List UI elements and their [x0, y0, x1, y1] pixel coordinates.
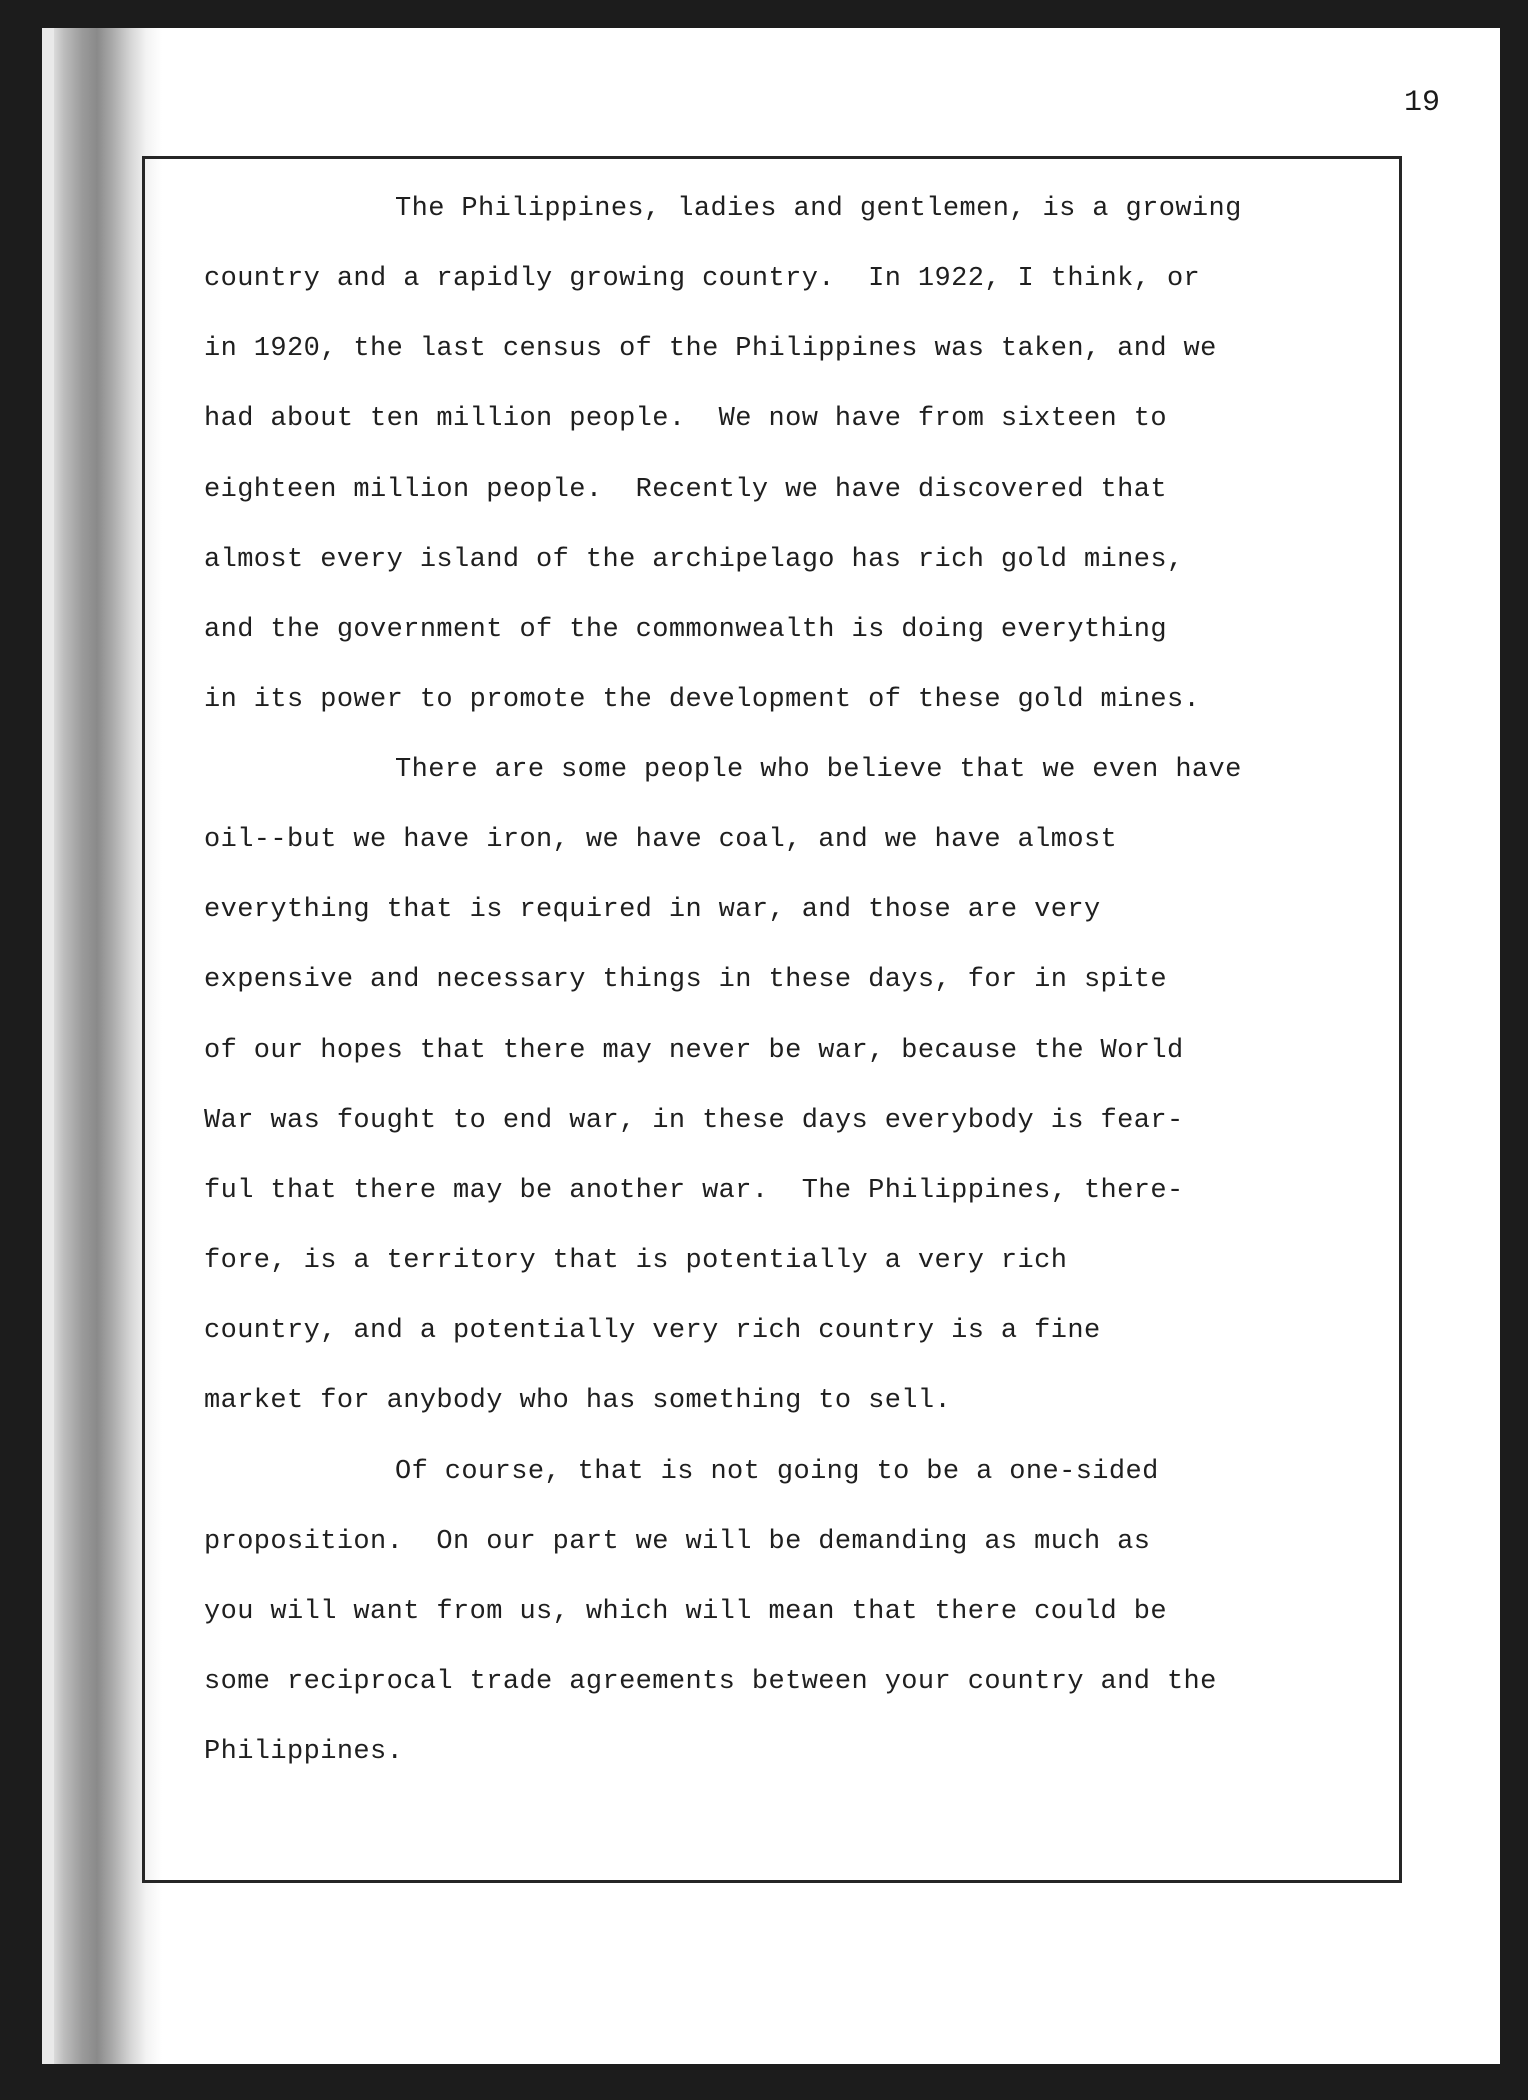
text-line: fore, is a territory that is potentially a very rich	[204, 1246, 1068, 1276]
text-line: some reciprocal trade agreements between your country and the	[204, 1667, 1217, 1697]
text-line: country, and a potentially very rich country is a fine	[204, 1316, 1101, 1346]
text-line: Of course, that is not going to be a one-sided	[395, 1457, 1159, 1487]
page-edge	[42, 28, 54, 2064]
text-line: country and a rapidly growing country. In 1922, I think, or	[204, 264, 1201, 294]
text-line: and the government of the commonwealth is doing everything	[204, 615, 1167, 645]
document-page	[42, 28, 1500, 2064]
text-line: There are some people who believe that we even have	[395, 755, 1242, 785]
text-line: almost every island of the archipelago has rich gold mines,	[204, 545, 1184, 575]
text-line: expensive and necessary things in these days, for in spite	[204, 965, 1167, 995]
text-line: in 1920, the last census of the Philippines was taken, and we	[204, 334, 1217, 364]
text-line: War was fought to end war, in these days everybody is fear-	[204, 1106, 1184, 1136]
text-line: market for anybody who has something to sell.	[204, 1386, 952, 1416]
text-line: ful that there may be another war. The Philippines, there-	[204, 1176, 1184, 1206]
text-line: had about ten million people. We now have from sixteen to	[204, 404, 1167, 434]
text-line: The Philippines, ladies and gentlemen, is a growing	[395, 194, 1242, 224]
text-line: oil--but we have iron, we have coal, and we have almost	[204, 825, 1118, 855]
text-line: everything that is required in war, and those are very	[204, 895, 1101, 925]
text-line: you will want from us, which will mean that there could be	[204, 1597, 1167, 1627]
text-line: eighteen million people. Recently we have discovered that	[204, 475, 1167, 505]
text-line: of our hopes that there may never be war, because the World	[204, 1036, 1184, 1066]
text-line: proposition. On our part we will be demanding as much as	[204, 1527, 1151, 1557]
page-number: 19	[1403, 86, 1440, 120]
binding-mark	[578, 40, 585, 47]
text-line: in its power to promote the development of these gold mines.	[204, 685, 1201, 715]
text-line: Philippines.	[204, 1737, 404, 1767]
